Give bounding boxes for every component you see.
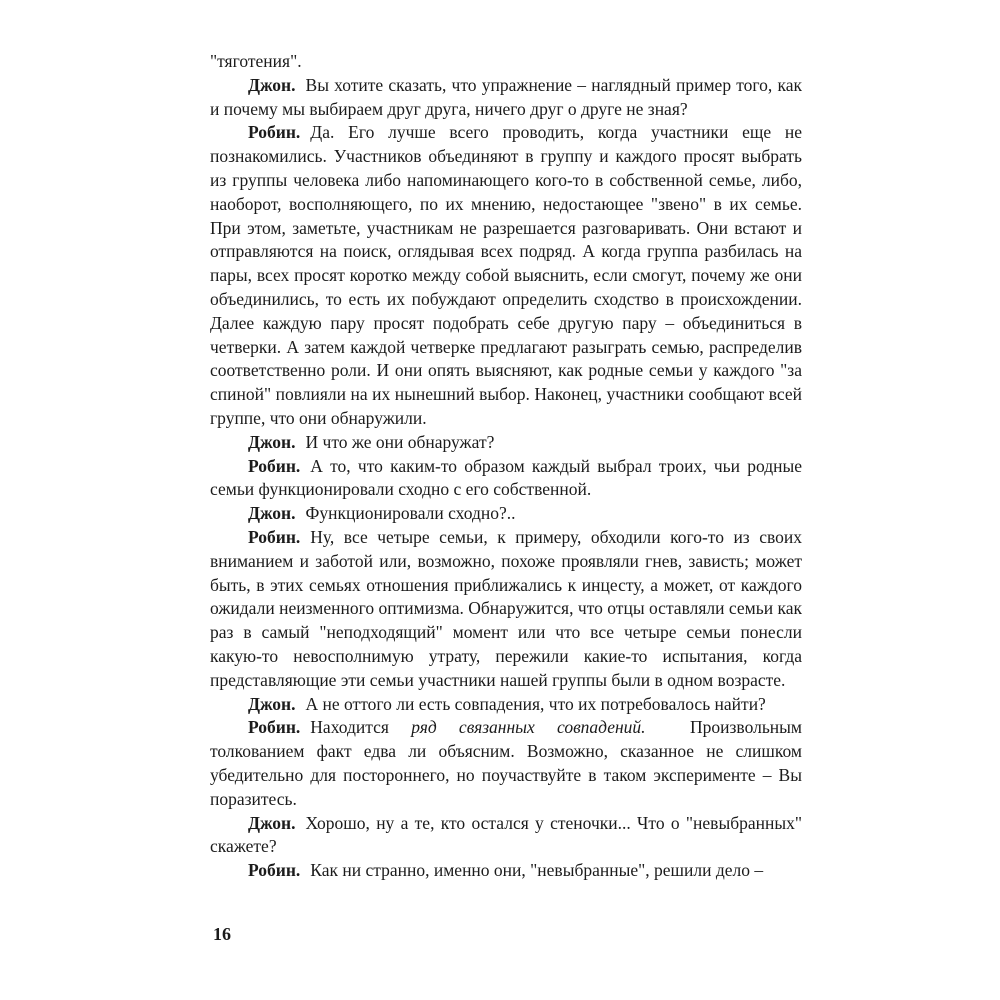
paragraph <box>210 121 802 430</box>
paragraph <box>210 693 802 717</box>
paragraph <box>210 859 802 883</box>
paragraph <box>210 74 802 122</box>
speaker-name: Джон. <box>248 503 296 524</box>
text-run: Функционировали сходно?.. <box>305 503 516 524</box>
paragraph <box>210 50 802 74</box>
speaker-name: Джон. <box>248 812 296 833</box>
text-run: Хорошо, ну а те, кто остался у стеночки... Что о "невыбранных" скажете? <box>210 812 802 857</box>
text-run: "тяготения". <box>210 51 302 71</box>
text-run: Произвольным толкованием факт едва ли объясним. Возможно, сказанное не слишком убедительно для постороннего, но поучаствуйте в таком эксперименте – Вы поразитесь. <box>210 717 802 809</box>
paragraph <box>210 716 802 811</box>
text-run: Да. Его лучше всего проводить, когда участники еще не познакомились. Участников объединяют в группу и каждого просят выбрать из группы человека либо напоминающего кого-то в собственной семье, либо, наоборот, восполняющего, по их мнению, недостающее "звено" в их семье. При этом, заметьте, участникам не разрешается разговаривать. Они встают и отправляются на поиск, оглядывая всех подряд. А когда группа разбилась на пары, всех просят коротко между собой выяснить, если смогут, почему же они объединились, то есть их побуждают определить сходство в происхождении. Далее каждую пару просят подобрать себе другую пару – объединиться в четверки. А затем каждой четверке предлагают разыграть семью, распределив соответственно роли. И они опять выясняют, как родные семьи у каждого "за спиной" повлияли на их нынешний выбор. Наконец, участники сообщают всей группе, что они обнаружили. <box>210 122 802 428</box>
text-run: Находится <box>310 717 412 738</box>
paragraph <box>210 526 802 693</box>
text-run: Как ни странно, именно они, "невыбранные", решили дело – <box>310 860 764 881</box>
paragraph <box>210 502 802 526</box>
text-run: ряд связанных совпадений. <box>411 717 646 738</box>
text-run: А не оттого ли есть совпадения, что их потребовалось найти? <box>305 693 766 714</box>
text-run: И что же они обнаружат? <box>305 431 495 452</box>
text-block <box>210 50 802 883</box>
speaker-name: Джон. <box>248 431 296 452</box>
speaker-name: Робин. <box>248 860 301 881</box>
speaker-name: Робин. <box>248 526 301 547</box>
text-run: Ну, все четыре семьи, к примеру, обходили кого-то из своих вниманием и заботой или, возможно, похоже проявляли гнев, зависть; может быть, в этих семьях отношения приближались к инцесту, а может, от каждого ожидали неизменного оптимизма. Обнаружится, что отцы оставляли семьи как раз в самый "неподходящий" момент или что все четыре семьи понесли какую-то невосполнимую утрату, пережили какие-то испытания, когда представляющие эти семьи участники нашей группы были в одном возрасте. <box>210 526 802 690</box>
page-number: 16 <box>213 924 231 944</box>
speaker-name: Робин. <box>248 455 301 476</box>
speaker-name: Робин. <box>248 122 301 143</box>
speaker-name: Робин. <box>248 717 301 738</box>
paragraph <box>210 455 802 503</box>
text-run: А то, что каким-то образом каждый выбрал троих, чьи родные семьи функционировали сходно с его собственной. <box>210 455 802 500</box>
paragraph <box>210 812 802 860</box>
text-run: Вы хотите сказать, что упражнение – наглядный пример того, как и почему мы выбираем друг друга, ничего друг о друге не зная? <box>210 74 802 119</box>
speaker-name: Джон. <box>248 693 296 714</box>
paragraph <box>210 431 802 455</box>
speaker-name: Джон. <box>248 74 296 95</box>
